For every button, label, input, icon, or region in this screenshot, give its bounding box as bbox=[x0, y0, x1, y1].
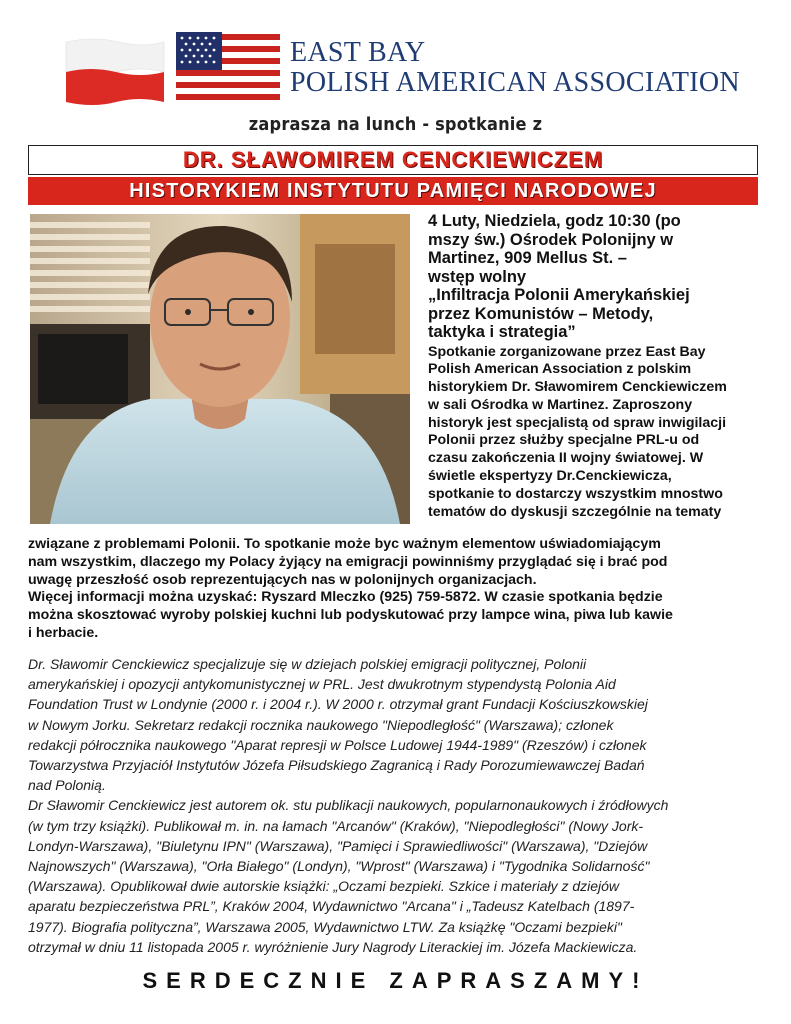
event-description-continued bbox=[28, 536, 768, 643]
speaker-photo bbox=[30, 214, 410, 524]
description-line: Spotkanie zorganizowane przez East Bay bbox=[428, 343, 706, 360]
portrait-image bbox=[30, 214, 410, 524]
org-name-line-2: POLISH AMERICAN ASSOCIATION bbox=[290, 67, 740, 98]
header bbox=[60, 30, 740, 112]
event-details bbox=[428, 212, 768, 521]
bio-line: Dr Sławomir Cenckiewicz jest autorem ok. stu publikacji naukowych, popularnonaukowych i źródłowych bbox=[28, 797, 669, 814]
description-line: w sali Ośrodka w Martinez. Zaproszony bbox=[428, 396, 693, 413]
description-line: spotkanie to dostarczy wszystkim mnostwo bbox=[428, 485, 723, 502]
bio-line: Foundation Trust w Londynie (2000 r. i 2004 r.). W 2000 r. otrzymał grant Fundacji Kościuszkowskiej bbox=[28, 696, 648, 713]
description-line: Polish American Association z polskim bbox=[428, 361, 692, 378]
bio-line: aparatu bezpieczeństwa PRL”, Kraków 2004, Wydawnictwo "Arcana" i „Tadeusz Katelbach (1897- bbox=[28, 898, 635, 915]
event-line: 4 Luty, Niedziela, godz 10:30 (po bbox=[428, 212, 681, 230]
bio-line: (Warszawa). Opublikował dwie autorskie książki: „Oczami bezpieki. Szkice i materiały z dziejów bbox=[28, 878, 620, 895]
description-line: i herbacie. bbox=[28, 624, 99, 641]
invitation-line: zaprasza na lunch - spotkanie z bbox=[248, 114, 543, 135]
speaker-name: DR. SŁAWOMIREM CENCKIEWICZEM bbox=[28, 145, 758, 175]
bio-line: (w tym trzy książki). Publikował m. in. na łamach "Arcanów" (Kraków), "Niepodległości" (Nowy Jork- bbox=[28, 817, 644, 834]
us-flag-icon bbox=[176, 32, 280, 108]
bio-line: otrzymał w dniu 11 listopada 2005 r. wyróżnienie Jury Nagrody Literackiej im. Józefa Mackiewicza. bbox=[28, 938, 638, 955]
bio-line: redakcji półrocznika naukowego "Aparat represji w Polsce Ludowej 1944-1989" (Rzeszów) i członek bbox=[28, 736, 647, 753]
event-line: „Infiltracja Polonii Amerykańskiej bbox=[428, 286, 690, 304]
event-line: wstęp wolny bbox=[428, 267, 527, 286]
description-line: związane z problemami Polonii. To spotkanie może byc ważnym elementow uświadomiającym bbox=[28, 536, 661, 552]
description-line: tematów do dyskusji szczególnie na tematy bbox=[428, 503, 722, 520]
bio-line: amerykańskiej i opozycji antykomunistycznej w PRL. Jest dwukrotnym stypendystą Polonia Aid bbox=[28, 676, 616, 693]
event-description bbox=[428, 344, 768, 522]
description-line: historykiem Dr. Sławomirem Cenckiewiczem bbox=[428, 379, 727, 396]
org-name-line-1: EAST BAY bbox=[290, 37, 426, 68]
description-line: nam wszystkim, dlaczego my Polacy żyjący na emigracji powinniśmy przyglądać się i brać pod bbox=[28, 553, 668, 570]
bio-line: Najnowszych" (Warszawa), "Orła Białego" (Londyn), "Wprost" (Warszawa) i "Tygodnika Solidarność" bbox=[28, 858, 650, 875]
speaker-title: HISTORYKIEM INSTYTUTU PAMIĘCI NARODOWEJ bbox=[28, 177, 758, 205]
bio-paragraph-1 bbox=[28, 654, 768, 795]
closing-invitation: SERDECZNIE ZAPRASZAMY! bbox=[142, 968, 649, 993]
speaker-biography bbox=[28, 654, 768, 957]
bio-line: Dr. Sławomir Cenckiewicz specjalizuje się w dziejach polskiej emigracji politycznej, Polonii bbox=[28, 656, 587, 672]
description-line: Polonii przez służby specjalne PRL-u od bbox=[428, 432, 700, 449]
description-line: świetle ekspertyzy Dr.Cenckiewicza, bbox=[428, 468, 672, 485]
speaker-banner bbox=[28, 145, 758, 205]
polish-flag-icon bbox=[64, 36, 166, 106]
bio-line: Towarzystwa Przyjaciół Instytutów Józefa Piłsudskiego Zagranicą i Rady Porozumiewawczej Badań bbox=[28, 757, 645, 774]
bio-line: 1977). Biografia polityczna”, Warszawa 2005, Wydawnictwo LTW. Za książkę "Oczami bezpieki" bbox=[28, 918, 623, 935]
event-line: Martinez, 909 Mellus St. – bbox=[428, 249, 627, 267]
description-line: uwagę przeszłość osob reprezentujących nas w polonijnych organizacjach. bbox=[28, 571, 537, 588]
description-line: historyk jest specjalistą od spraw inwigilacji bbox=[428, 414, 727, 431]
contact-line: Więcej informacji można uzyskać: Ryszard Mleczko (925) 759-5872. W czasie spotkania będzie bbox=[28, 589, 663, 606]
event-line: mszy św.) Ośrodek Polonijny w bbox=[428, 230, 674, 249]
description-line: czasu zakończenia II wojny światowej. W bbox=[428, 450, 704, 467]
bio-line: w Nowym Jorku. Sekretarz redakcji rocznika naukowego "Niepodległość" (Warszawa); członek bbox=[28, 716, 614, 733]
bio-line: Londyn-Warszawa), "Biuletynu IPN" (Warszawa), "Pamięci i Sprawiedliwości" (Warszawa), "Dziejów bbox=[28, 837, 648, 854]
description-line: można skosztować wyroby polskiej kuchni lub podyskutować przy lampce wina, piwa lub kawie bbox=[28, 607, 673, 624]
bio-paragraph-2 bbox=[28, 795, 768, 957]
event-line: przez Komunistów – Metody, bbox=[428, 304, 654, 323]
bio-line: nad Polonią. bbox=[28, 777, 106, 794]
event-line: taktyka i strategia” bbox=[428, 323, 576, 341]
organization-name bbox=[290, 38, 740, 98]
